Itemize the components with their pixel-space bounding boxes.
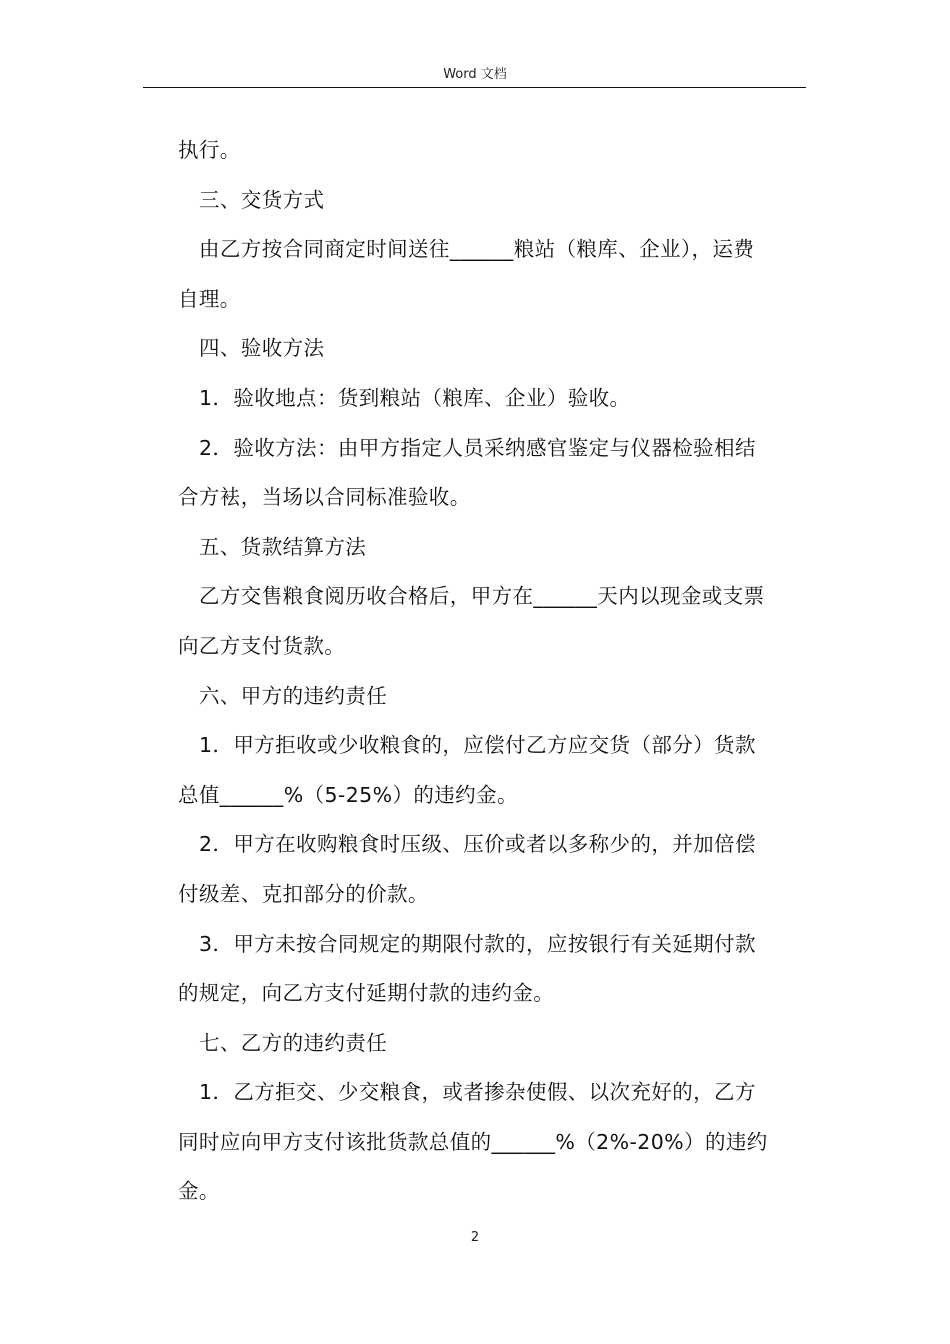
body-line: 3．甲方未按合同规定的期限付款的，应按银行有关延期付款 bbox=[199, 931, 756, 956]
section-heading: 六、甲方的违约责任 bbox=[199, 683, 388, 708]
body-line: 执行。 bbox=[178, 138, 241, 162]
body-line: 自理。 bbox=[178, 286, 241, 311]
body-line: 由乙方按合同商定时间送往______粮站（粮库、企业），运费 bbox=[199, 237, 755, 262]
body-line: 金。 bbox=[178, 1179, 220, 1204]
body-line: 1．乙方拒交、少交粮食，或者掺杂使假、以次充好的，乙方 bbox=[199, 1080, 756, 1105]
section-heading: 七、乙方的违约责任 bbox=[199, 1030, 388, 1055]
page-number: 2 bbox=[470, 1230, 480, 1245]
body-line: 乙方交售粮食阅历收合格后，甲方在______天内以现金或支票 bbox=[199, 584, 765, 609]
page-header-title: Word 文档 bbox=[443, 67, 507, 82]
body-line: 1．甲方拒收或少收粮食的，应偿付乙方应交货（部分）货款 bbox=[199, 733, 756, 758]
body-line: 合方袪，当场以合同标准验收。 bbox=[178, 485, 471, 510]
body-line: 总值______%（5-25%）的违约金。 bbox=[178, 782, 518, 807]
body-line: 1．验收地点：货到粮站（粮库、企业）验收。 bbox=[199, 385, 631, 410]
body-line: 的规定，向乙方支付延期付款的违约金。 bbox=[178, 981, 555, 1006]
body-line: 付级差、克扣部分的价款。 bbox=[178, 881, 429, 906]
body-line: 向乙方支付货款。 bbox=[178, 633, 346, 658]
section-heading: 四、验收方法 bbox=[199, 336, 325, 361]
section-heading: 五、货款结算方法 bbox=[199, 534, 367, 559]
section-heading: 三、交货方式 bbox=[199, 187, 325, 212]
body-line: 同时应向甲方支付该批货款总值的______%（2%-20%）的违约 bbox=[178, 1129, 768, 1154]
body-line: 2．甲方在收购粮食时压级、压价或者以多称少的，并加倍偿 bbox=[199, 832, 756, 857]
header-divider bbox=[143, 87, 806, 88]
body-line: 2．验收方法：由甲方指定人员采纳感官鉴定与仪器检验相结 bbox=[199, 435, 756, 460]
document-body bbox=[178, 126, 806, 1217]
